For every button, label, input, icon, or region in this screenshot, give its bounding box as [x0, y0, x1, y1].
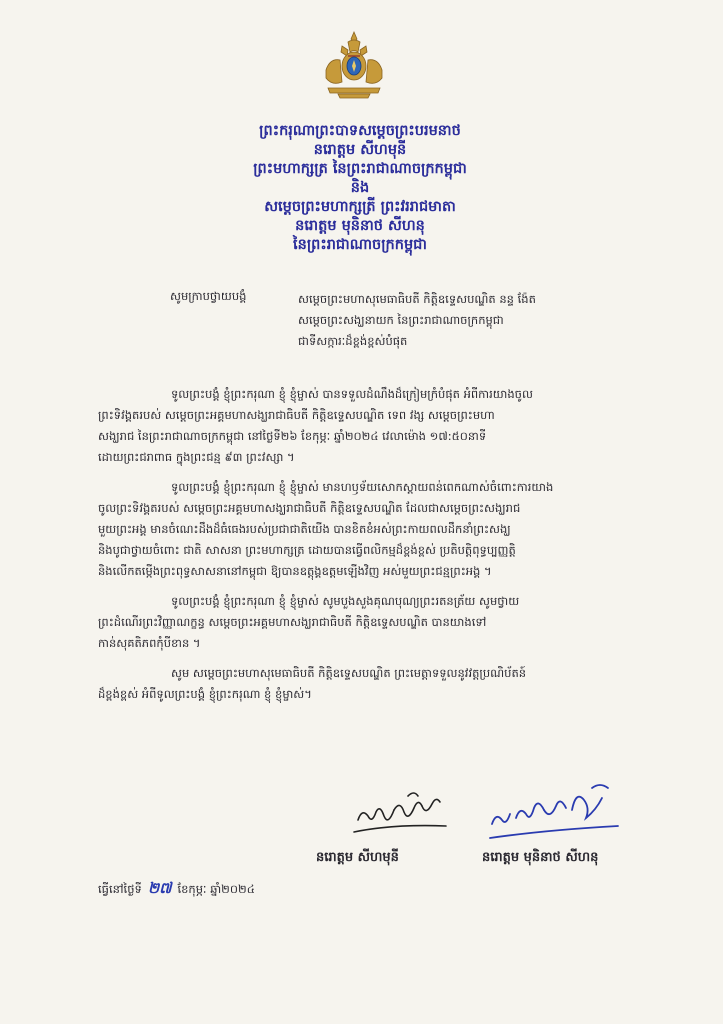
recipient-lines [298, 289, 536, 352]
date-suffix: ខែកុម្ភៈ ឆ្នាំ២០២៤ [177, 882, 255, 896]
recipient-heading [140, 122, 580, 255]
heading-kingdom: នៃព្រះរាជាណាចក្រកម្ពុជា [293, 237, 427, 253]
heading-and: និង [350, 180, 370, 196]
paragraph-line: និងលើកតម្កើងព្រះពុទ្ធសាសនានៅកម្ពុជា ឱ្យបានឧត្តុង្គឧត្តមឡើងវិញ អស់មួយព្រះជន្មព្រះអង្គ ។ [98, 564, 492, 578]
date-line [98, 879, 255, 901]
recipient-line: ជាទីសក្ការៈដ៏ខ្ពង់ខ្ពស់បំផុត [298, 334, 408, 348]
queen-name: នរោត្តម មុនិនាថ សីហនុ [482, 850, 599, 865]
letter-body [98, 384, 688, 714]
salutation-label: សូមក្រាបថ្វាយបង្គំ [170, 289, 247, 303]
paragraph [98, 477, 688, 582]
heading-king-name: នរោត្តម សីហមុនី [313, 142, 407, 158]
recipient-line: សម្តេចព្រះមហាសុមេធាធិបតី កិត្តិឧទ្ទេសបណ្ឌិត នន្ទ ង៉ែត [298, 292, 536, 306]
paragraph-line: ព្រះទិវង្គតរបស់ សម្តេចព្រះអគ្គមហាសង្ឃរាជាធិបតី កិត្តិឧទ្ទេសបណ្ឌិត ទេព វង្ស សម្តេចព្រះមហា [98, 408, 495, 422]
paragraph-line: ទូលព្រះបង្គំ ខ្ញុំព្រះករុណា ខ្ញុំ ខ្ញុំម្ចាស់ បានទទួលដំណឹងដ៏ក្រៀមក្រំបំផុត អំពីការយាងចូល [171, 387, 533, 401]
heading-queen-title: សម្តេចព្រះមហាក្សត្រី ព្រះវររាជមាតា [264, 199, 456, 215]
paragraph [98, 663, 688, 705]
king-signature [352, 786, 448, 842]
queen-signature [486, 780, 620, 844]
paragraph-line: កាន់សុគតិភពកុំបីខាន ។ [98, 636, 201, 650]
recipient-line: សម្តេចព្រះសង្ឃនាយក នៃព្រះរាជាណាចក្រកម្ពុជា [298, 313, 504, 327]
paragraph-line: មួយព្រះអង្គ មានចំណេះដឹងដ៏ធំធេងរបស់ប្រជាជាតិយើង បានខិតខំអស់ព្រះកាយពលដឹកនាំព្រះសង្ឃ [98, 522, 511, 536]
paragraph-line: ដ៏ខ្ពង់ខ្ពស់ អំពីទូលព្រះបង្គំ ខ្ញុំព្រះករុណា ខ្ញុំ ខ្ញុំម្ចាស់។ [98, 687, 312, 701]
date-day: ២៧ [147, 879, 172, 897]
heading-king-title: ព្រះមហាក្សត្រ នៃព្រះរាជាណាចក្រកម្ពុជា [253, 161, 467, 177]
heading-queen-name: នរោត្តម មុនិនាថ សីហនុ [295, 218, 425, 234]
paragraph [98, 384, 688, 468]
paragraph-line: សង្ឃរាជ នៃព្រះរាជាណាចក្រកម្ពុជា នៅថ្ងៃទី២៦ ខែកុម្ភៈ ឆ្នាំ២០២៤ វេលាម៉ោង ១៧:៥០នាទី [98, 429, 487, 443]
king-name: នរោត្តម សីហមុនី [316, 850, 399, 865]
paragraph-line: និងបូជាថ្វាយចំពោះ ជាតិ សាសនា ព្រះមហាក្សត្រ ដោយបានធ្វើពលិកម្មដ៏ខ្ពង់ខ្ពស់ ប្រតិបត្តិពុទ្ធប្បញ្ញត្តិ [98, 543, 516, 557]
paragraph-line: ដោយព្រះជរាពាធ ក្នុងព្រះជន្ម ៩៣ ព្រះវស្សា ។ [98, 450, 295, 464]
paragraph-line: ព្រះដំណើរព្រះវិញ្ញាណក្ខន្ធ សម្តេចព្រះអគ្គមហាសង្ឃរាជាធិបតី កិត្តិឧទ្ទេសបណ្ឌិត បានយាងទៅ [98, 615, 487, 629]
date-prefix: ធ្វើនៅថ្ងៃទី [98, 882, 142, 896]
paragraph-line: ចូលព្រះទិវង្គតរបស់ សម្តេចព្រះអគ្គមហាសង្ឃរាជាធិបតី កិត្តិឧទ្ទេសបណ្ឌិត ដែលជាសម្តេចព្រះសង្ឃរាជ [98, 501, 521, 515]
paragraph-line: ទូលព្រះបង្គំ ខ្ញុំព្រះករុណា ខ្ញុំ ខ្ញុំម្ចាស់ មានហឫទ័យសោកស្តាយពន់ពេកណាស់ចំពោះការយាង [171, 480, 554, 494]
paragraph [98, 591, 688, 654]
paragraph-line: សូម សម្តេចព្រះមហាសុមេធាធិបតី កិត្តិឧទ្ទេសបណ្ឌិត ព្រះមេត្តាទទួលនូវវត្តប្រណិប័តន៍ [171, 666, 527, 680]
paragraph-line: ទូលព្រះបង្គំ ខ្ញុំព្រះករុណា ខ្ញុំ ខ្ញុំម្ចាស់ សូមបួងសួងគុណបុណ្យព្រះរតនត្រ័យ សូមថ្វាយ [171, 594, 520, 608]
heading-title: ព្រះករុណាព្រះបាទសម្តេចព្រះបរមនាថ [259, 123, 461, 139]
royal-crest-icon [318, 30, 390, 102]
